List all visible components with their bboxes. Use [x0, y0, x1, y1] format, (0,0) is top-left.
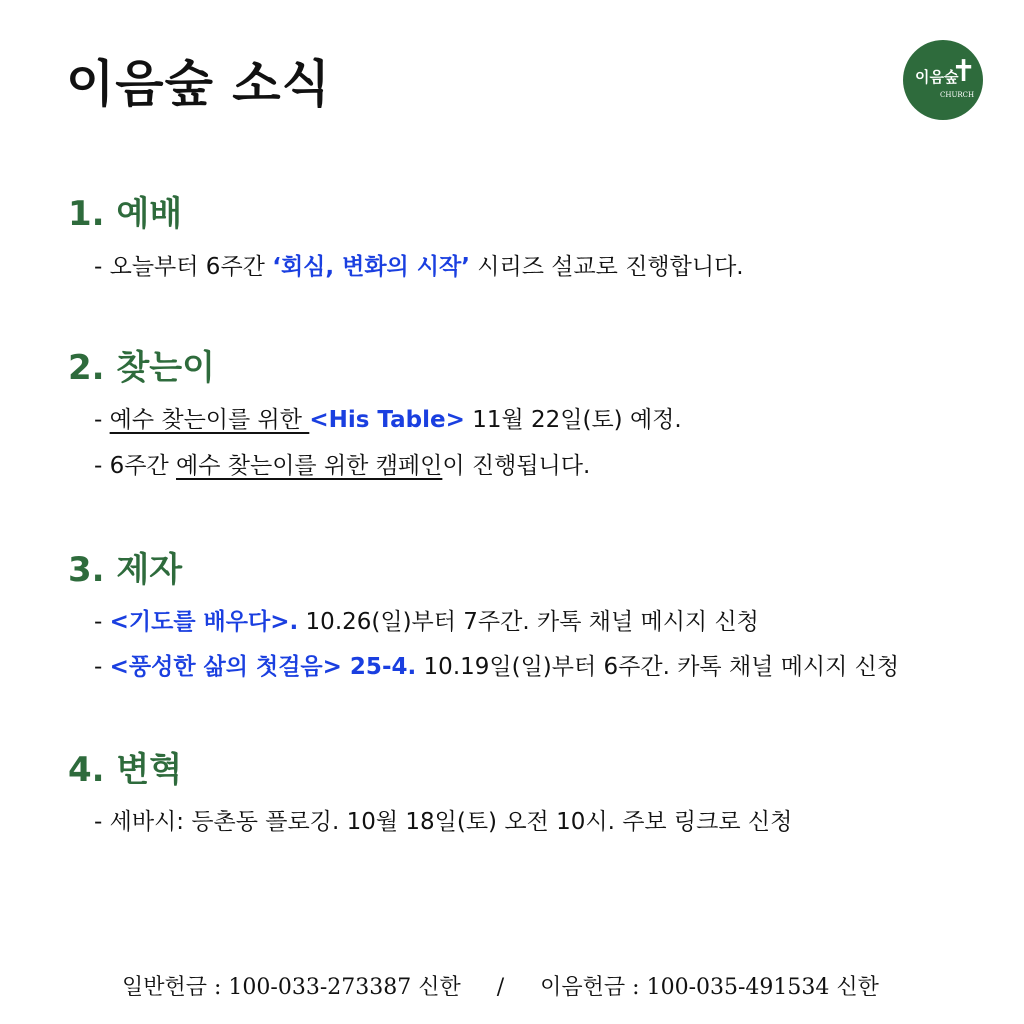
section-heading-worship: 1. 예배 — [68, 194, 183, 234]
line-text: 시리즈 설교로 진행합니다. — [477, 254, 744, 280]
line-text: 10.19일(일)부터 6주간. 카톡 채널 메시지 신청 — [423, 654, 900, 680]
bullet-dash: - — [94, 407, 103, 433]
underlined-text: 예수 찾는이를 위한 캠페인 — [176, 453, 443, 479]
logo-text: 이음숲 — [915, 68, 959, 86]
sermon-series-title: ‘회심, 변화의 시작’ — [272, 254, 470, 280]
section-heading-discipleship: 3. 제자 — [68, 550, 183, 590]
general-offering-account: 일반헌금 : 100-033-273387 신한 — [122, 975, 461, 1000]
church-logo — [903, 40, 983, 120]
line-text: 이 진행됩니다. — [442, 453, 591, 479]
ieum-offering-account: 이음헌금 : 100-035-491534 신한 — [540, 975, 879, 1000]
section-heading-seekers: 2. 찾는이 — [68, 348, 215, 388]
line-text: 11월 22일(토) 예정. — [472, 407, 682, 433]
logo-subtext: CHURCH — [940, 91, 975, 99]
prayer-course-line — [94, 607, 759, 637]
his-table-line — [94, 405, 682, 435]
page-title: 이음숲 소식 — [66, 55, 331, 113]
section-heading-transformation: 4. 변혁 — [68, 750, 183, 790]
campaign-line — [94, 451, 590, 481]
line-text: 6주간 — [109, 453, 169, 479]
bullet-dash: - — [94, 609, 103, 635]
bullet-dash: - — [94, 254, 103, 280]
bullet-dash: - — [94, 654, 103, 680]
cross-icon: ✝ — [951, 54, 977, 89]
bullet-dash: - — [94, 453, 103, 479]
line-text: 오늘부터 6주간 — [109, 254, 265, 280]
line-text: 10.26(일)부터 7주간. 카톡 채널 메시지 신청 — [305, 609, 759, 635]
underlined-text: 예수 찾는이를 위한 — [109, 407, 310, 433]
bullet-dash: - — [94, 809, 103, 835]
footer-separator: / — [496, 975, 505, 1000]
first-steps-title: <풍성한 삶의 첫걸음> 25-4. — [109, 654, 417, 680]
offering-accounts — [122, 970, 879, 1001]
plogging-line — [94, 807, 792, 837]
line-text: 세바시: 등촌동 플로깅. 10월 18일(토) 오전 10시. 주보 링크로 신청 — [109, 809, 793, 835]
worship-line — [94, 252, 744, 282]
his-table-title: <His Table> — [309, 407, 465, 433]
prayer-course-title: <기도를 배우다>. — [109, 609, 299, 635]
first-steps-line — [94, 652, 899, 682]
